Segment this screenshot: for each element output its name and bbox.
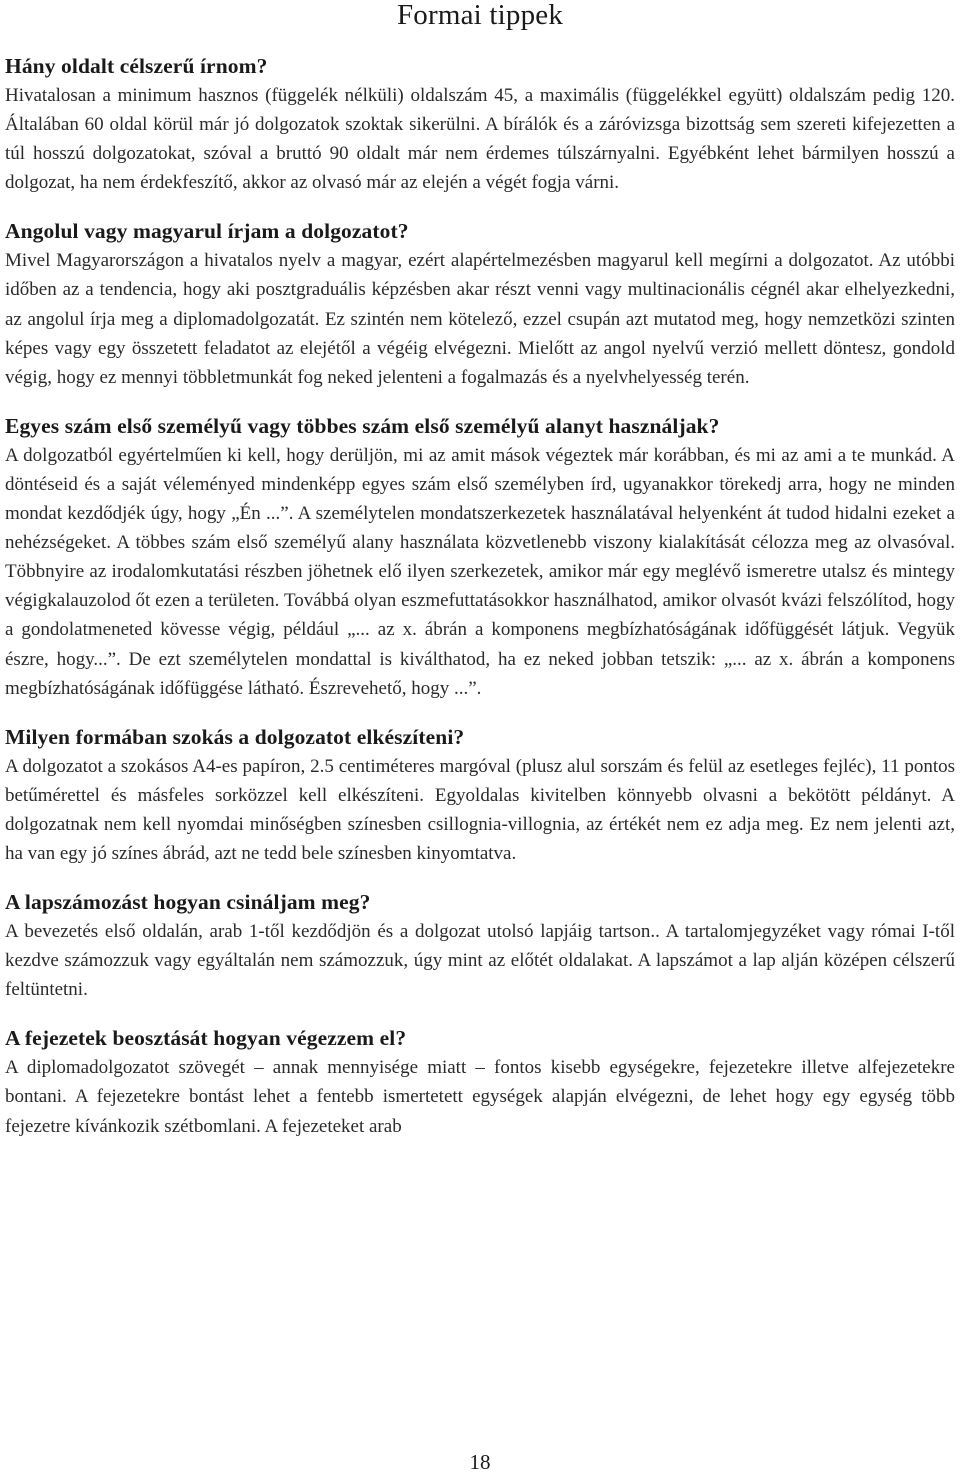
- section-person: [5, 412, 955, 703]
- section-heading: Angolul vagy magyarul írjam a dolgozatot?: [5, 219, 409, 244]
- section-spacer: [5, 1004, 955, 1024]
- document-page: [5, 0, 955, 1141]
- section-paragraph: Mivel Magyarországon a hivatalos nyelv a magyar, ezért alapértelmezésben magyarul kell megírni a dolgozatot. Az utóbbi időben az a tendencia, hogy aki posztgraduális képzésben akar részt venni vagy multinacionális cégnél akar elhelyezkedni, az angolul írja meg a diplomadolgozatát. Ez szintén nem kötelező, ezzel csupán azt mutatod meg, hogy nemzetközi szinten képes vagy egy összetett feladatot az elejétől a végéig elvégezni. Mielőtt az angol nyelvű verzió mellett döntesz, gondold végig, hogy ez mennyi többletmunkát fog neked jelenteni a fogalmazás és a nyelvhelyesség terén.: [5, 250, 955, 388]
- section-heading: Milyen formában szokás a dolgozatot elkészíteni?: [5, 724, 465, 749]
- section-paragraph: A diplomadolgozatot szövegét – annak mennyisége miatt – fontos kisebb egységekre, fejezetekre illetve alfejezetekre bontani. A fejezetekre bontást lehet a fentebb ismertetett egységek alapján elvégezni, de lehet hogy egy egység több fejezetre kívánkozik szétbomlani. A fejezeteket arab: [5, 1057, 955, 1137]
- section-page-count: [5, 52, 955, 197]
- section-heading: Egyes szám első személyű vagy többes szám első személyű alanyt használjak?: [5, 413, 720, 438]
- section-paragraph: A bevezetés első oldalán, arab 1-től kezdődjön és a dolgozat utolsó lapjáig tartson.. A tartalomjegyzéket vagy római I-től kezdve számozzuk vagy egyáltalán nem számozzuk, úgy mint az előtét oldalakat. A lapszámot a lap alján középen célszerű feltüntetni.: [5, 921, 955, 1001]
- section-heading: A lapszámozást hogyan csináljam meg?: [5, 890, 371, 915]
- section-pagination: [5, 888, 955, 1004]
- section-spacer: [5, 197, 955, 217]
- section-paragraph: Hivatalosan a minimum hasznos (függelék nélküli) oldalszám 45, a maximális (függelékkel együtt) oldalszám pedig 120. Általában 60 oldal körül már jó dolgozatok szoktak sikerülni. A bírálók és a záróvizsga bizottság sem szereti kifejezetten a túl hosszú dolgozatokat, szóval a bruttó 90 oldalt már nem érdemes túlszárnyalni. Egyébként lehet bármilyen hosszú a dolgozat, ha nem érdekfeszítő, akkor az olvasó már az elején a végét fogja várni.: [5, 85, 955, 194]
- section-spacer: [5, 703, 955, 723]
- section-format: [5, 723, 955, 868]
- section-paragraph: A dolgozatból egyértelműen ki kell, hogy derüljön, mi az amit mások végeztek már korábban, és mi az ami a te munkád. A döntéseid és a saját véleményed mindenképp egyes szám első személyben írd, ugyanakkor törekedj arra, hogy ne minden mondat kezdődjék úgy, hogy „Én ...”. A személytelen mondatszerkezetek használatával helyenként át tudod hidalni ezeket a nehézségeket. A többes szám első személyű alany használata közvetlenebb viszony kialakítását célozza meg az olvasóval. Többnyire az irodalomkutatási részben jöhetnek elő ilyen szerkezetek, amikor már egy meglévő ismeretre utalsz és mintegy végigkalauzolod őt ezen a területen. Továbbá olyan eszmefuttatásokkor használhatod, amikor olvasót kvázi felszólítod, hogy a gondolatmeneted kövesse végig, például „... az x. ábrán a komponens megbízhatóságának időfüggését látjuk. Vegyük észre, hogy...”. De ezt személytelen mondattal is kiválthatod, ha ez neked jobban tetszik: „... az x. ábrán a komponens megbízhatóságának időfüggése látható. Észrevehető, hogy ...”.: [5, 444, 955, 699]
- section-language: [5, 217, 955, 391]
- section-heading: A fejezetek beosztását hogyan végezzem el?: [5, 1026, 407, 1051]
- section-chapters: [5, 1024, 955, 1140]
- page-title: Formai tippek: [396, 0, 564, 31]
- page-number: 18: [469, 1450, 491, 1474]
- section-spacer: [5, 392, 955, 412]
- section-heading: Hány oldalt célszerű írnom?: [5, 54, 268, 78]
- section-spacer: [5, 868, 955, 888]
- section-paragraph: A dolgozatot a szokásos A4-es papíron, 2.5 centiméteres margóval (plusz alul sorszám és felül az esetleges fejléc), 11 pontos betűmérettel és másfeles sorközzel kell elkészíteni. Egyoldalas kivitelben könnyebb olvasni a bekötött példányt. A dolgozatnak nem kell nyomdai minőségben színesben csillognia-villognia, az értékét nem ez adja meg. Ez nem jelenti azt, ha van egy jó színes ábrád, azt ne tedd bele színesben kinyomtatva.: [5, 755, 955, 864]
